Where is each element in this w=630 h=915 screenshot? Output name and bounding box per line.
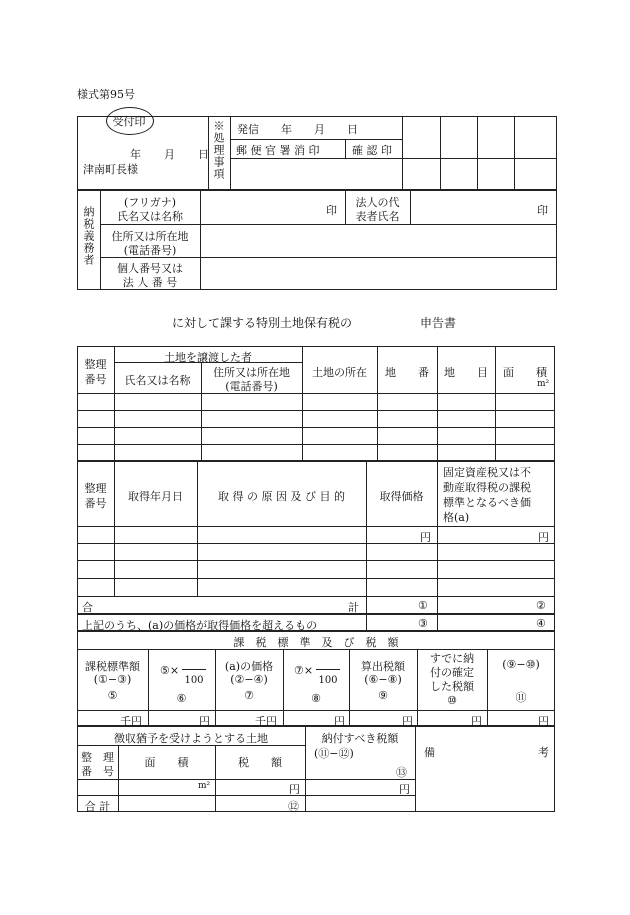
postal-cancel-label: 郵 便 官 署 消 印 <box>236 144 320 157</box>
payable-unit: 円 <box>399 783 410 796</box>
c6-fraction-bar <box>182 669 206 670</box>
exceed-label: 上記のうち、(a)の価格が取得価格を超えるもの <box>82 619 318 632</box>
c8-expr: ⑦× <box>294 664 314 677</box>
addressee: 津南町長様 <box>83 163 138 176</box>
c10-label-2: 付の確定 <box>430 666 474 679</box>
std-label-2: 動産取得税の課税 <box>443 481 531 494</box>
remarks-label-left: 備 <box>424 746 435 759</box>
acq-date-label: 取得年月日 <box>128 490 183 503</box>
processing-note: ※処理事項 <box>212 120 225 180</box>
price-unit: 円 <box>420 531 431 544</box>
c5-label-2: (①−③) <box>93 673 132 686</box>
title-right: 申告書 <box>420 316 457 330</box>
land-ref-no-1: 整理 <box>84 358 107 371</box>
deferral-ref-2: 番 号 <box>81 765 114 778</box>
category-label: 地 目 <box>444 366 488 379</box>
c11-mark: ⑪ <box>515 691 527 704</box>
c11-label-1: (⑨−⑩) <box>502 658 540 671</box>
c5-unit: 千円 <box>120 715 142 728</box>
acq-ref-no-1: 整理 <box>84 482 107 495</box>
deferral-heading: 徴収猶予を受けようとする土地 <box>114 732 268 745</box>
furigana-label: (フリガナ) <box>123 196 177 209</box>
dispatch-label: 発信 年 月 日 <box>237 123 358 136</box>
c7-unit: 千円 <box>255 715 277 728</box>
std-label-3: 標準となるべき価 <box>443 496 531 509</box>
c5-label-1: 課税標準額 <box>85 660 140 673</box>
total-label-left: 合 <box>82 601 93 614</box>
transferor-phone-label: (電話番号) <box>225 380 278 393</box>
c5-mark: ⑤ <box>107 689 118 702</box>
title-left: に対して課する特別土地保有税の <box>172 316 353 330</box>
area-label: 面 積 <box>503 366 547 379</box>
c8-mark: ⑧ <box>311 692 321 705</box>
std-unit: 円 <box>538 531 549 544</box>
c10-label-3: した税額 <box>430 680 474 693</box>
c7-label-2: (②−④) <box>230 673 268 686</box>
seal-mark: 印 <box>326 204 337 217</box>
rep-seal-mark: 印 <box>537 204 548 217</box>
deferral-tax-label: 税 額 <box>238 756 282 769</box>
std-label-4: 格(a) <box>443 511 470 524</box>
payable-label-1: 納付すべき税額 <box>321 732 399 745</box>
stamp-label: 受付印 <box>112 115 146 128</box>
c7-label-1: (a)の価格 <box>224 660 274 673</box>
c10-unit: 円 <box>471 715 482 728</box>
acq-reason-label: 取 得 の 原 因 及 び 目 的 <box>218 490 345 503</box>
acq-price-label: 取得価格 <box>379 490 424 503</box>
c6-unit: 円 <box>199 715 210 728</box>
std-label-1: 固定資産税又は不 <box>443 466 531 479</box>
name-label: 氏名又は名称 <box>117 210 183 223</box>
c8-denominator: 100 <box>318 675 338 686</box>
rep-label-2: 表者氏名 <box>355 210 400 223</box>
address-label: 住所又は所在地 <box>111 230 189 243</box>
deferral-area-label: 面 積 <box>144 756 189 769</box>
confirm-label: 確 認 印 <box>352 144 392 157</box>
mark-12: ⑫ <box>288 800 299 813</box>
c9-mark: ⑨ <box>378 689 388 702</box>
c7-mark: ⑦ <box>244 689 254 702</box>
mark-1: ① <box>418 599 428 612</box>
acq-ref-no-2: 番号 <box>84 497 107 510</box>
form-number: 様式第95号 <box>77 88 135 101</box>
phone-label: (電話番号) <box>123 244 177 257</box>
area-unit: m² <box>537 379 550 389</box>
c6-expr: ⑤× <box>160 664 180 677</box>
lot-label: 地 番 <box>385 366 429 379</box>
c9-label-2: (⑥−⑧) <box>364 673 402 686</box>
payable-label-2: (⑪−⑫) <box>314 747 354 760</box>
id-label-2: 法 人 番 号 <box>122 276 178 289</box>
mark-2: ② <box>536 599 546 612</box>
transferor-address-label: 住所又は所在地 <box>213 366 290 379</box>
rep-label-1: 法人の代 <box>355 196 400 209</box>
total-label-right: 計 <box>348 601 359 614</box>
deferral-tax-unit: 円 <box>289 783 300 796</box>
tax-heading: 課 税 標 準 及 び 税 額 <box>233 636 399 649</box>
c6-mark: ⑥ <box>176 692 187 705</box>
mark-4: ④ <box>536 617 546 630</box>
c6-denominator: 100 <box>184 675 204 686</box>
remarks-label-right: 考 <box>538 746 549 759</box>
deferral-ref-1: 整 理 <box>81 751 114 764</box>
land-ref-no-2: 番号 <box>84 373 107 386</box>
mark-3: ③ <box>418 617 428 630</box>
c10-mark: ⑩ <box>447 694 457 707</box>
c9-label-1: 算出税額 <box>361 660 405 673</box>
mark-13: ⑬ <box>396 766 407 779</box>
c10-label-1: すでに納 <box>429 652 475 665</box>
id-label-1: 個人番号又は <box>117 262 183 275</box>
deferral-total-label: 合 計 <box>84 800 111 813</box>
deferral-area-unit: m² <box>198 781 211 791</box>
c11-unit: 円 <box>538 715 549 728</box>
c8-fraction-bar <box>316 669 340 670</box>
c8-unit: 円 <box>334 715 345 728</box>
transferor-label: 土地を譲渡した者 <box>164 351 252 364</box>
location-label: 土地の所在 <box>312 366 367 379</box>
taxpayer-section-label: 納税義務者 <box>82 206 95 266</box>
transferor-name-label: 氏名又は名称 <box>124 374 191 387</box>
date-label: 年 月 日 <box>130 148 215 161</box>
c9-unit: 円 <box>402 715 413 728</box>
